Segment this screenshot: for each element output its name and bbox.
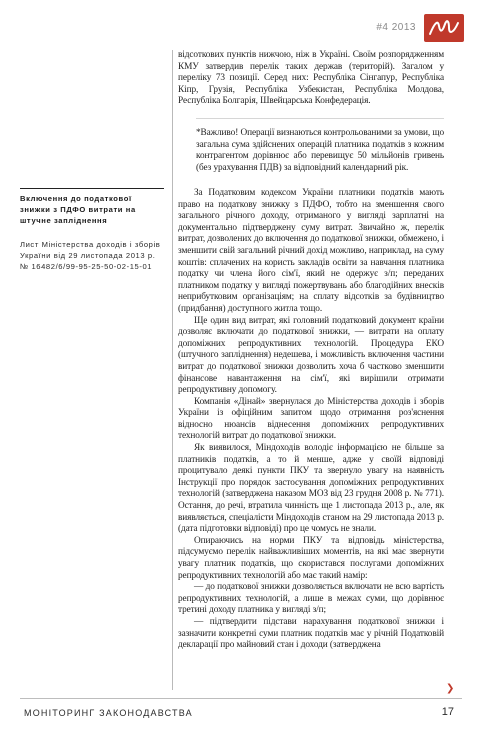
article-body [178, 188, 444, 652]
section-title: МОНІТОРИНГ ЗАКОНОДАВСТВА [24, 708, 193, 718]
column-divider [172, 50, 173, 690]
intro-text-block [178, 50, 444, 108]
list-item: — до податкової знижки дозволяється включати не всю вартість репродуктивних технологій, а лише в межах суми, що дорівнює третині доходу платника у вигляді з/п; [178, 582, 444, 616]
magazine-logo [424, 14, 464, 42]
issue-label: #4 2013 [376, 22, 416, 33]
note-text: *Важливо! Операції визнаються контрольованими за умови, що загальна сума здійснених операцій платника податків з кожним контрагентом дорівнює або перевищує 50 мільйонів гривень (без урахування ПДВ) за відповідний календарний рік. [196, 128, 444, 173]
article-sidebar [20, 188, 164, 272]
body-paragraph: За Податковим кодексом України платники податків мають право на податкову знижку з ПДФО, тобто на зменшення свого загального річного доходу, отриманого у вигляді зарплатні на документально підтверджену суму витрат. Звичайно ж, перелік витрат, дозволених до включення до податкової знижки, обмежено, і зменшити свій загальний річний дохід можливо, наприклад, на суму коштів: сплачених на користь закладів освіти за навчання платника податку чи члена його сім'ї, який не одержує з/п; переданих платником податку у вигляді пожертвувань або благодійних внесків неприбутковим організаціям; на сплату відсотків за будівництво (придбання) доступного житла тощо. [178, 188, 444, 314]
logo-mark-icon [427, 18, 461, 38]
body-paragraph: Як виявилося, Міндоходів володіє інформацією не більше за платників податків, а то й менше, адже у своїй відповіді процитувало деякі пункти ПКУ та звернуло увагу на наявність Інструкції про порядок застосування допоміжних репродуктивних технологій (затверджена наказом МОЗ від 23 грудня 2008 р. № 771). Остання, до речі, втратила чинність ще 1 листопада 2013 р., але, як виявляється, спеціалісти Міндоходів станом на 29 листопада 2013 р. (дата підготовки відповіді) про це чомусь не знали. [178, 443, 444, 535]
body-paragraph: Компанія «Дінай» звернулася до Міністерства доходів і зборів України із офіційним запитом щодо отримання роз'яснення відносно нюансів віднесення допоміжних репродуктивних технологій витрат до податкової знижки. [178, 396, 444, 442]
important-note [196, 128, 444, 174]
intro-paragraph: відсоткових пунктів нижчою, ніж в Україні. Своїм розпорядженням КМУ затвердив перелік таких держав (територій). Загалом у переліку 73 позиції. Серед них: Республіка Сінгапур, Республіка Кіпр, Грузія, Республіка Узбекистан, Республіка Молдова, Республіка Болгарія, Швейцарська Конфедерація. [178, 50, 444, 107]
sidebar-reference: Лист Міністерства доходів і зборів України від 29 листопада 2013 р. № 16482/6/99-95-25-50-02-15-01 [20, 240, 161, 271]
sidebar-divider [20, 188, 164, 189]
continue-arrow-icon: ❯ [446, 683, 455, 694]
body-paragraph: Опираючись на норми ПКУ та відповідь міністерства, підсумуємо перелік найважливіших моментів, на які має звернути увагу платник податків, що скористався послугами допоміжних репродуктивних технологій або має такий намір: [178, 535, 444, 581]
note-divider [196, 118, 444, 119]
sidebar-title: Включення до податкової знижки з ПДФО витрати на штучне запліднення [20, 194, 136, 225]
list-item: — підтвердити підстави нарахування податкової знижки і зазначити конкретні суми платник податків має у річній Податковій декларації про майновий стан і доходи (затверджена [178, 616, 444, 651]
page-number: 17 [441, 706, 454, 718]
footer-divider [20, 698, 462, 699]
body-paragraph: Ще один вид витрат, які головний податковий документ країни дозволяє включати до податкової знижки, — витрати на оплату допоміжних репродуктивних технологій. Процедура ЕКО (штучного запліднення) недешева, і можливість включення частини витрат до податкової знижки дозволить хоча б частково зменшити фінансове навантаження на сім'ї, які вирішили отримати репродуктивну допомогу. [178, 315, 444, 396]
